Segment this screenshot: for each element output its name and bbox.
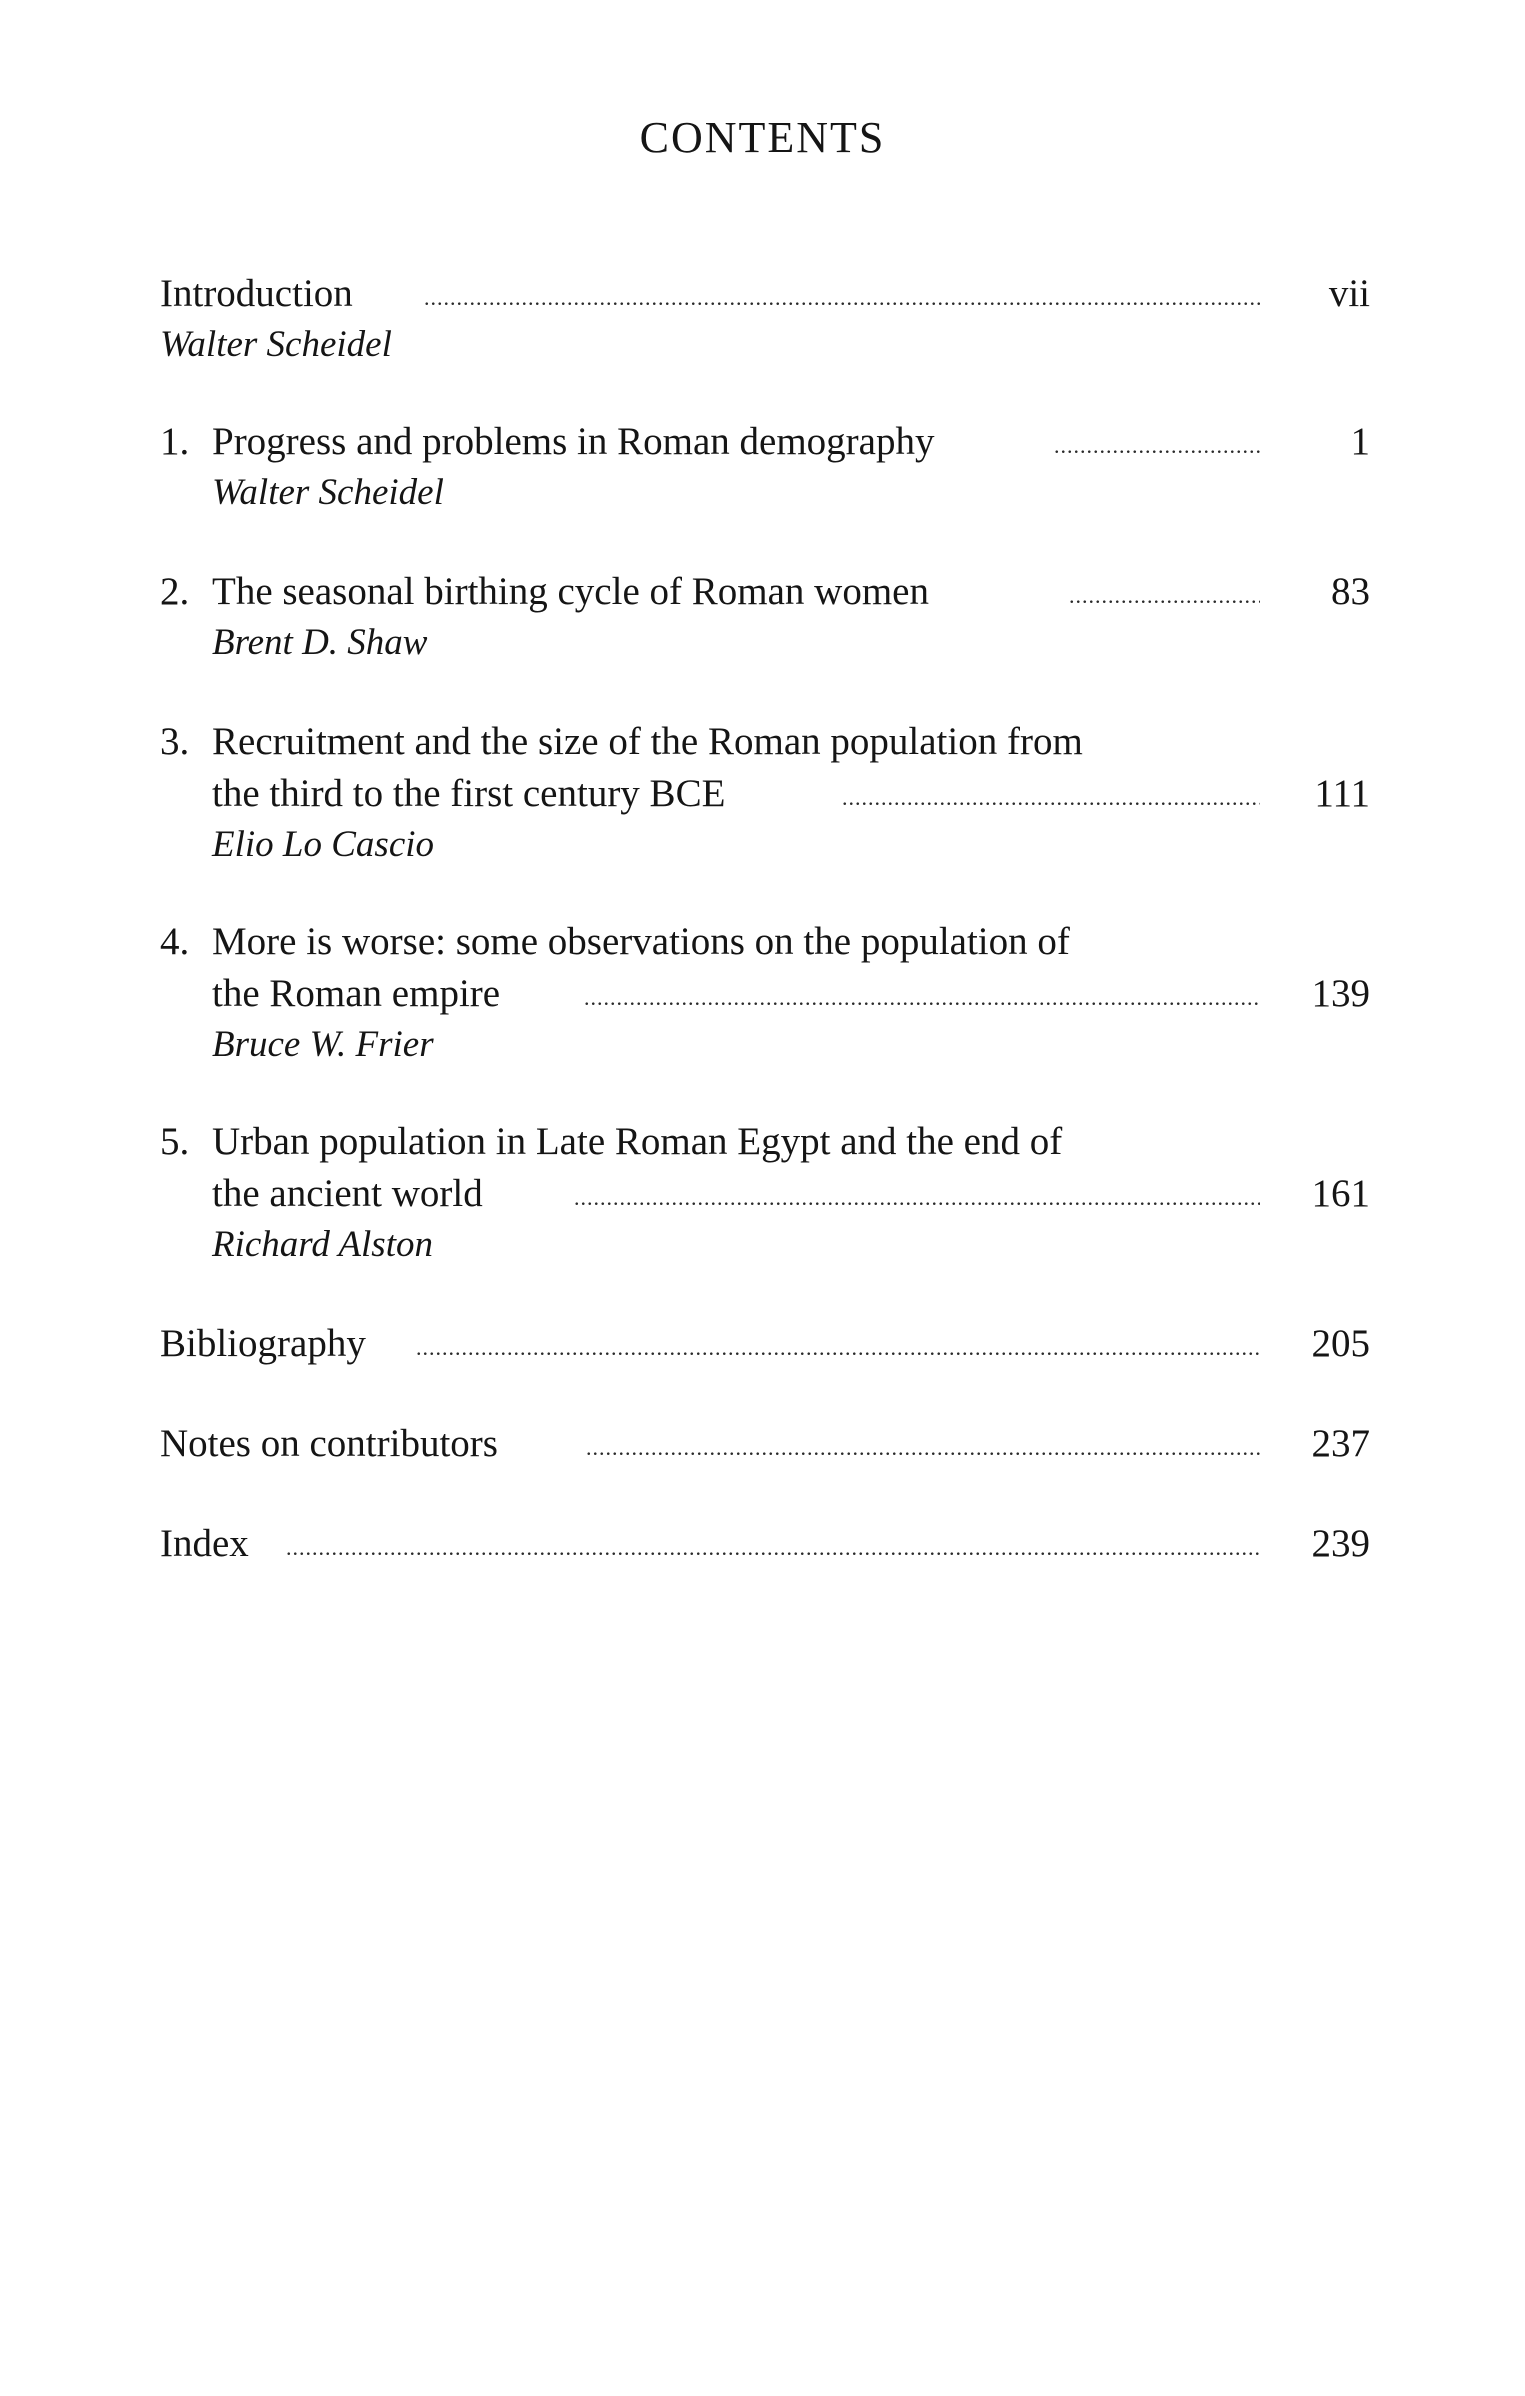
toc-line bbox=[160, 566, 1370, 618]
dot-leader bbox=[1040, 416, 1260, 468]
entry-author: Bruce W. Frier bbox=[212, 1024, 434, 1065]
dot-leader bbox=[402, 1318, 1260, 1370]
dot-leader bbox=[1055, 566, 1260, 618]
toc-line bbox=[160, 1168, 1370, 1220]
entry-title-continued: the Roman empire bbox=[212, 972, 501, 1015]
toc-line bbox=[160, 416, 1370, 468]
page-number: 111 bbox=[1314, 772, 1370, 815]
toc-line bbox=[160, 268, 1370, 320]
toc-entry-chapter-5 bbox=[160, 1116, 1370, 1270]
entry-title: Index bbox=[160, 1522, 249, 1565]
entry-title-continued: the third to the first century BCE bbox=[212, 772, 726, 815]
dot-leader bbox=[272, 1518, 1260, 1570]
chapter-number: 5. bbox=[160, 1120, 190, 1163]
page-number: 1 bbox=[1350, 420, 1370, 463]
page-number: 239 bbox=[1311, 1522, 1370, 1565]
entry-title: Progress and problems in Roman demography bbox=[212, 420, 935, 463]
page-number: 83 bbox=[1331, 570, 1370, 613]
entry-title: The seasonal birthing cycle of Roman women bbox=[212, 570, 929, 613]
toc-line bbox=[160, 1318, 1370, 1370]
toc-line bbox=[160, 1116, 1370, 1168]
toc-entry-chapter-2 bbox=[160, 566, 1370, 668]
dot-leader bbox=[560, 1168, 1260, 1220]
chapter-number: 4. bbox=[160, 920, 190, 963]
toc-entry-bibliography bbox=[160, 1318, 1370, 1370]
entry-author: Richard Alston bbox=[212, 1224, 433, 1265]
page-title: CONTENTS bbox=[639, 113, 886, 162]
entry-author: Walter Scheidel bbox=[212, 472, 444, 513]
entry-author: Walter Scheidel bbox=[160, 324, 392, 365]
toc-entry-chapter-4 bbox=[160, 916, 1370, 1070]
chapter-number: 1. bbox=[160, 420, 190, 463]
toc-line bbox=[160, 768, 1370, 820]
page-number: 205 bbox=[1311, 1322, 1370, 1365]
dot-leader bbox=[410, 268, 1260, 320]
toc-line bbox=[160, 916, 1370, 968]
toc-line bbox=[160, 1418, 1370, 1470]
entry-title: More is worse: some observations on the population of bbox=[212, 920, 1070, 963]
toc-line bbox=[160, 1518, 1370, 1570]
dot-leader bbox=[572, 1418, 1260, 1470]
page-number: 161 bbox=[1311, 1172, 1370, 1215]
toc-entry-introduction bbox=[160, 268, 1370, 370]
page-number: 139 bbox=[1311, 972, 1370, 1015]
page-number: vii bbox=[1328, 272, 1370, 315]
entry-title: Bibliography bbox=[160, 1322, 366, 1365]
toc-entry-chapter-3 bbox=[160, 716, 1370, 870]
toc-line bbox=[160, 968, 1370, 1020]
dot-leader bbox=[828, 768, 1260, 820]
entry-title: Introduction bbox=[160, 272, 353, 315]
dot-leader bbox=[570, 968, 1260, 1020]
entry-title: Notes on contributors bbox=[160, 1422, 498, 1465]
chapter-number: 3. bbox=[160, 720, 190, 763]
entry-author: Brent D. Shaw bbox=[212, 622, 428, 663]
entry-title: Recruitment and the size of the Roman population from bbox=[212, 720, 1083, 763]
toc-entry-index bbox=[160, 1518, 1370, 1570]
entry-title: Urban population in Late Roman Egypt and the end of bbox=[212, 1120, 1063, 1163]
chapter-number: 2. bbox=[160, 570, 190, 613]
toc-line bbox=[160, 716, 1370, 768]
entry-title-continued: the ancient world bbox=[212, 1172, 483, 1215]
toc-entry-chapter-1 bbox=[160, 416, 1370, 518]
toc-entry-notes-on-contributors bbox=[160, 1418, 1370, 1470]
entry-author: Elio Lo Cascio bbox=[212, 824, 435, 865]
page-number: 237 bbox=[1311, 1422, 1370, 1465]
